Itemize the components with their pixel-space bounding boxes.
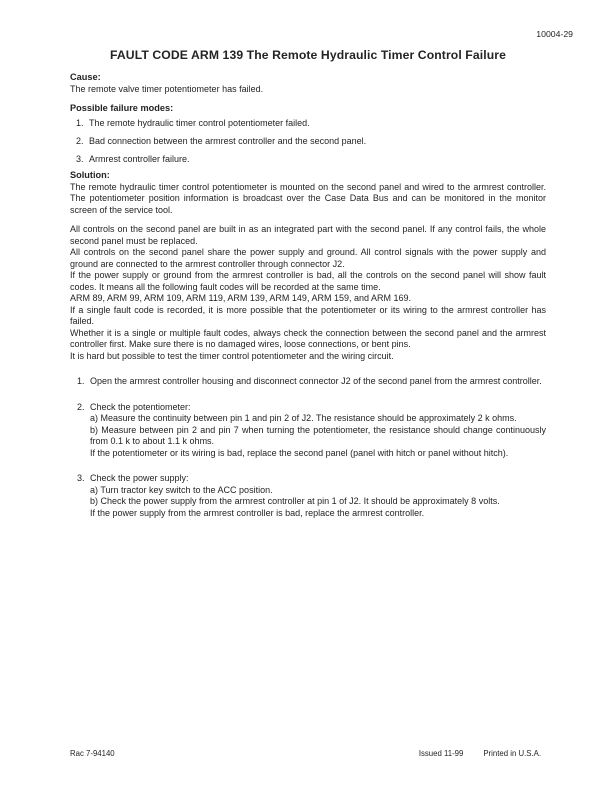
failure-mode-item (76, 118, 546, 130)
step-number: 1. (77, 376, 85, 386)
step-line: Check the potentiometer: (90, 401, 191, 412)
step-item (77, 402, 546, 460)
solution-paragraph: Whether it is a single or multiple fault codes, always check the connection between the second panel and the armrest controller first. Make sure there is no damaged wires, loose connections, or bent pins. (70, 327, 546, 349)
footer-right (419, 749, 541, 758)
step-number: 2. (77, 401, 85, 412)
step-body (90, 402, 546, 460)
cause-text: The remote valve timer potentiometer has failed. (70, 83, 264, 94)
step-line: Open the armrest controller housing and disconnect connector J2 of the second panel from the armrest controller. (90, 376, 542, 386)
footer-issued: Issued 11-99 (418, 749, 464, 758)
item-number: 3. (76, 153, 84, 164)
failure-mode-item (76, 154, 546, 166)
step-line: b) Check the power supply from the armrest controller at pin 1 of J2. It should be approximately 8 volts. (90, 496, 500, 506)
solution-paragraph: All controls on the second panel are built in as an integrated part with the second panel. If any control fails, the whole second panel must be replaced. (70, 224, 546, 246)
solution-paragraph: If the power supply or ground from the armrest controller is bad, all the controls on the second panel will show fault codes. It means all the following fault codes will be recorded at the same time. (70, 270, 546, 292)
cause-heading: Cause: (70, 72, 101, 82)
step-line: a) Measure the continuity between pin 1 and pin 2 of J2. The resistance should be approximately 2 k ohms. (90, 413, 517, 423)
step-line: If the power supply from the armrest controller is bad, replace the armrest controller. (90, 507, 425, 518)
solution-paragraph: All controls on the second panel share the power supply and ground. All control signals with the power supply and ground are connected to the armrest controller through connector J2. (70, 247, 546, 269)
item-text: The remote hydraulic timer control potentiometer failed. (89, 117, 310, 128)
step-line: Check the power supply: (90, 473, 189, 483)
failure-mode-item (76, 136, 546, 148)
solution-paragraph: ARM 89, ARM 99, ARM 109, ARM 119, ARM 139, ARM 149, ARM 159, and ARM 169. (70, 293, 411, 303)
document-title: FAULT CODE ARM 139 The Remote Hydraulic Timer Control Failure (110, 48, 506, 62)
footer-printed: Printed in U.S.A. (483, 749, 541, 758)
item-text: Armrest controller failure. (89, 153, 190, 164)
solution-heading: Solution: (70, 170, 110, 180)
page-content (70, 48, 546, 519)
step-line: b) Measure between pin 2 and pin 7 when turning the potentiometer, the resistance should change continuously from 0.1 k to about 1.1 k ohms. (90, 424, 546, 446)
step-number: 3. (77, 473, 85, 483)
solution-paragraph: The remote hydraulic timer control potentiometer is mounted on the second panel and wired to the armrest controller. The potentiometer position information is broadcast over the Case Data Bus and can be monitored in the monitor screen of the service tool. (70, 181, 546, 215)
step-item (77, 376, 546, 388)
step-line: If the potentiometer or its wiring is bad, replace the second panel (panel with hitch or panel without hitch). (90, 447, 509, 458)
solution-paragraph: If a single fault code is recorded, it is more possible that the potentiometer or its wiring to the armrest controller has failed. (70, 304, 546, 326)
page-number: 10004-29 (536, 29, 573, 39)
item-number: 2. (76, 135, 84, 146)
step-item (77, 473, 546, 519)
step-body (90, 376, 546, 388)
item-text: Bad connection between the armrest controller and the second panel. (89, 135, 367, 146)
step-line: a) Turn tractor key switch to the ACC position. (90, 484, 273, 495)
step-body (90, 473, 546, 519)
footer-part-number: Rac 7-94140 (70, 749, 115, 758)
solution-paragraph: It is hard but possible to test the timer control potentiometer and the wiring circuit. (70, 350, 394, 361)
item-number: 1. (76, 117, 84, 128)
failure-modes-heading: Possible failure modes: (70, 103, 174, 113)
